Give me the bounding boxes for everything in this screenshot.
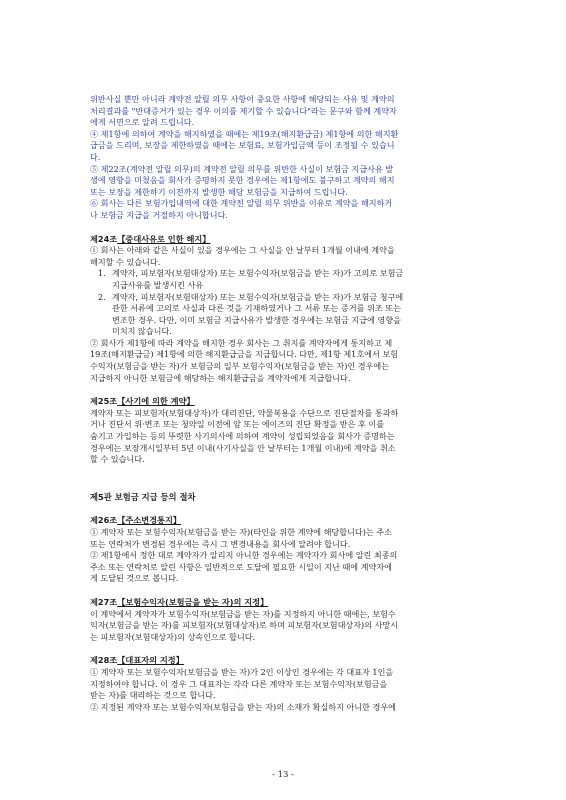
text-line: 는 피보험자(보험대상자)의 상속인으로 합니다. [90, 631, 256, 642]
article-24-intro [90, 245, 482, 268]
text-line: 위반사실 뿐만 아니라 계약전 알릴 의무 사항이 중요한 사항에 해당되는 사유 및 계약의 [90, 94, 395, 104]
text-line: 에게 서면으로 알려 드립니다. [90, 117, 195, 128]
text-line: 게 도달된 것으로 봅니다. [90, 573, 179, 584]
text-line: 또는 연락처가 변경된 경우에는 즉시 그 변경내용을 회사에 알려야 합니다. [90, 538, 351, 549]
top-section [90, 94, 482, 222]
text-line: 경우에는 보장개시일부터 5년 이내(사기사실을 안 날부터는 1개월 이내)에 계약을 취소 [90, 442, 396, 453]
article-24-heading [90, 234, 482, 246]
text-line: 19조(해지환급금) 제1항에 의한 해지환급금을 지급합니다. 다만, 제1항 제1호에서 보험 [90, 349, 398, 360]
text-line: 급금을 드리며, 보장을 제한하였을 때에는 보험료, 보험가입금액 등이 조정될 수 있습니 [90, 140, 395, 151]
text-line: 생에 영향을 미쳤음을 회사가 증명하지 못한 경우에는 제1항에도 불구하고 계약의 해지 [90, 175, 395, 186]
list-item-text: 계약자, 피보험자(보험대상자) 또는 보험수익자(보험금을 받는 자)가 고의로 보험금 [112, 268, 404, 279]
text-line: ④ 제1항에 의하여 계약을 해지하였을 때에는 제19조(해지환급금) 제1항에 의한 해지환 [90, 128, 399, 139]
list-item-number [90, 303, 112, 315]
list-item-line [90, 292, 482, 304]
text-line: ② 지정된 계약자 또는 보험수익자(보험금을 받는 자)의 소재가 확실하지 아니한 경우에 [90, 701, 396, 712]
text-line: 지급하지 아니한 보험금에 해당하는 해지환급금을 계약자에게 지급합니다. [90, 372, 351, 383]
article-26-heading [90, 515, 482, 527]
list-item-number [90, 280, 112, 292]
article-27-body [90, 609, 482, 644]
list-item-text: 변조한 경우. 다만, 이미 보험금 지급사유가 발생한 경우에는 보험금 지급에 영향을 [112, 314, 401, 325]
text-line: 나 보험금 지급을 거절하지 아니합니다. [90, 209, 228, 220]
article-27 [90, 597, 482, 643]
text-line: 수익자(보험금을 받는 자)가 보험금의 일부 보험수익자(보험금을 받는 자)인 경우에는 [90, 361, 390, 372]
article-24 [90, 234, 482, 385]
text-line: ① 회사는 아래와 같은 사실이 있을 경우에는 그 사실을 안 날부터 1개월 이내에 계약을 [90, 245, 395, 256]
text-line: ② 제1항에서 정한 대로 계약자가 알리지 아니한 경우에는 계약자가 회사에 알린 최종의 [90, 550, 398, 561]
article-27-heading [90, 597, 482, 609]
article-25 [90, 396, 482, 466]
text-line: 받는 자)를 대리하는 것으로 합니다. [90, 690, 216, 701]
text-line: 또는 보장을 제한하기 이전까지 발생한 해당 보험금을 지급하여 드립니다. [90, 186, 348, 197]
article-28 [90, 655, 482, 713]
list-item-line [90, 326, 482, 338]
article-27-label: 제27조 [90, 596, 118, 607]
page-number: - 13 - [272, 770, 294, 780]
list-item-text: 계약자, 피보험자(보험대상자) 또는 보험수익자(보험금을 받는 자)가 보험금 청구에 [112, 291, 404, 302]
article-26-label: 제26조 [90, 515, 118, 526]
article-26 [90, 515, 482, 585]
text-line: 익자(보험금을 받는 자)를 피보험자(보험대상자)로 하며 피보험자(보험대상자)의 사망시 [90, 620, 399, 631]
text-line: 이 계약에서 계약자가 보험수익자(보험금을 받는 자)를 지정하지 아니한 때에는, 보험수 [90, 608, 396, 619]
text-line: ① 계약자 또는 보험수익자(보험금을 받는 자)(타인을 위한 계약에 해당합니다)는 주소 [90, 527, 392, 537]
article-25-heading [90, 396, 482, 408]
text-line: 계약자 또는 피보험자(보험대상자)가 대리진단, 약물복용을 수단으로 진단절차를 통과하 [90, 407, 399, 418]
text-line: ① 계약자 또는 보험수익자(보험금을 받는 자)가 2인 이상인 경우에는 각 대표자 1인을 [90, 666, 394, 677]
article-24-title: 【중대사유로 인한 해지】 [117, 233, 211, 244]
text-line: 처리결과를 "반대증거가 있는 경우 이의를 제기할 수 있습니다"라는 문구와 함께 계약자 [90, 105, 397, 116]
list-item-line [90, 303, 482, 315]
text-line: 해지할 수 있습니다. [90, 256, 161, 267]
text-line: ② 회사가 제1항에 따라 계약을 해지한 경우 회사는 그 취지를 계약자에게 통지하고 제 [90, 337, 393, 348]
page-content [90, 94, 482, 713]
article-28-heading [90, 655, 482, 667]
article-24-items [90, 268, 482, 338]
article-27-title: 【보험수익자(보험금을 받는 자)의 지정】 [117, 596, 269, 607]
text-line: ⑤ 제22조(계약전 알릴 의무)의 계약전 알릴 의무를 위반한 사실이 보험금 지급사유 발 [90, 163, 394, 174]
list-item-number: 2. [98, 291, 106, 302]
list-item-number [90, 326, 112, 338]
text-line: 할 수 있습니다. [90, 454, 145, 465]
list-item-text: 관한 서류에 고의로 사실과 다른 것을 기재하였거나 그 서류 또는 증거를 위조 또는 [112, 303, 401, 314]
text-line: 주소 또는 연락처로 알린 사항은 일반적으로 도달에 필요한 시일이 지난 때에 계약자에 [90, 561, 392, 572]
article-28-body [90, 667, 482, 713]
article-28-label: 제28조 [90, 655, 118, 666]
list-item-number [90, 315, 112, 327]
text-line: 지정하여야 합니다. 이 경우 그 대표자는 각각 다른 계약자 또는 보험수익자(보험금을 [90, 678, 388, 689]
list-item-line [90, 315, 482, 327]
article-25-body [90, 408, 482, 466]
text-line: 거나 진단서 위·변조 또는 청약일 이전에 암 또는 에이즈의 진단 확정을 받은 후 이를 [90, 419, 385, 430]
article-28-title: 【대표자의 지정】 [117, 655, 184, 666]
article-24-label: 제24조 [90, 233, 118, 244]
list-item-number: 1. [98, 268, 106, 279]
article-26-title: 【주소변경통지】 [117, 515, 182, 526]
text-line: 숨기고 가입하는 등의 뚜렷한 사기의사에 의하여 계약이 성립되었음을 회사가 증명하는 [90, 431, 395, 442]
list-item-line [90, 280, 482, 292]
article-26-body [90, 527, 482, 585]
article-24-para2 [90, 338, 482, 384]
chapter-5-heading: 제5관 보험금 지급 등의 절차 [90, 491, 196, 502]
list-item-text: 미치지 않습니다. [112, 326, 172, 337]
article-25-title: 【사기에 의한 계약】 [117, 396, 195, 407]
text-line: ⑥ 회사는 다른 보험가입내역에 대한 계약전 알릴 의무 위반을 이유로 계약을 해지하거 [90, 198, 393, 209]
text-line: 다. [90, 151, 101, 162]
article-25-label: 제25조 [90, 396, 118, 407]
list-item-text: 지급사유를 발생시킨 사유 [112, 279, 204, 290]
list-item-line [90, 268, 482, 280]
